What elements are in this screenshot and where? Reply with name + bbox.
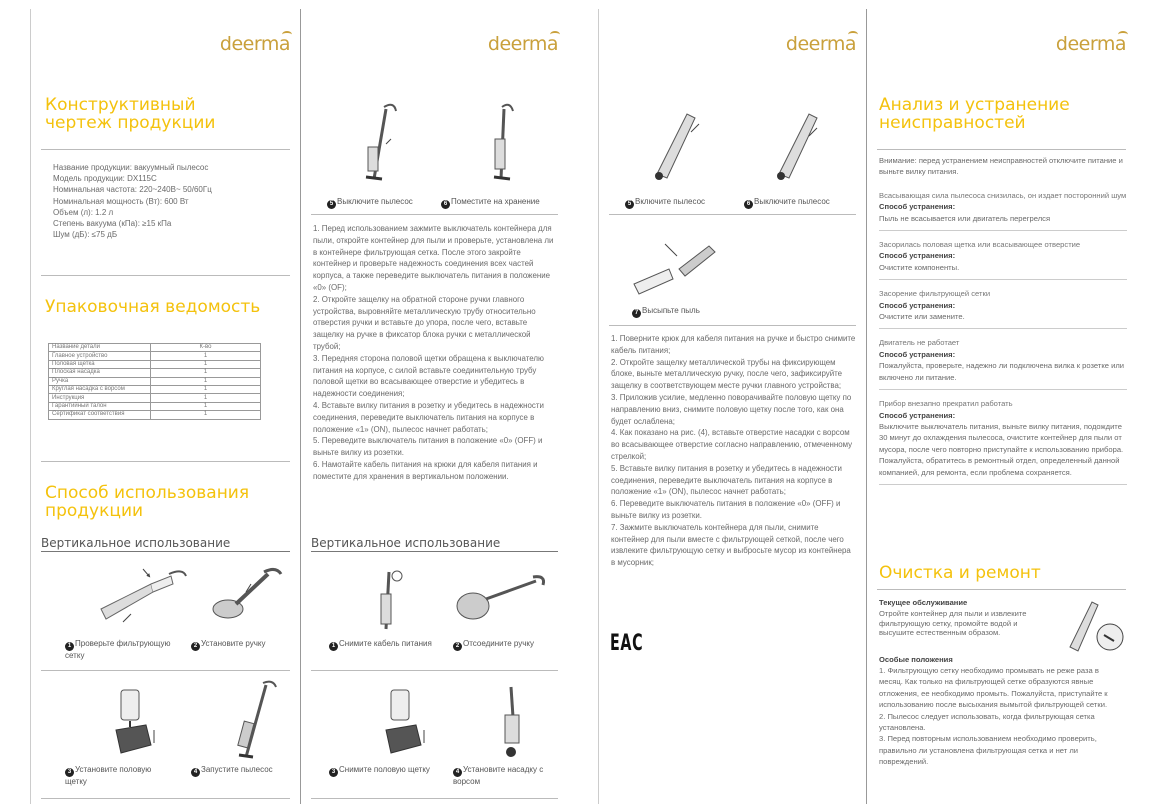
warning-note: Внимание: перед устранением неисправностей отключите питание и выньте вилку питания. (879, 156, 1123, 177)
page-panel-3 (598, 9, 866, 804)
page-panel-2 (300, 9, 568, 804)
step-text: Снимите кабель питания (339, 639, 432, 648)
attach-brush-nozzle-illustration (491, 677, 531, 762)
table-cell: Круглая насадка с ворсом (49, 385, 151, 393)
step-number-badge: 4 (453, 768, 462, 777)
brand-logo: deerma (1055, 33, 1126, 55)
table-header-row (49, 344, 261, 352)
divider (41, 798, 290, 799)
table-cell: 1 (151, 377, 261, 385)
usage-title: Способ использования продукции (45, 483, 250, 521)
spec-line: Объем (л): 1.2 л (53, 207, 114, 217)
page-panel-1 (30, 9, 300, 804)
handle-attach-illustration (206, 564, 286, 629)
table-header: Название детали (49, 344, 151, 352)
table-cell: Половая щетка (49, 360, 151, 368)
detach-handle-illustration (451, 571, 551, 631)
spec-line: Номинальная мощность (Вт): 600 Вт (53, 196, 189, 206)
step-number-badge: 1 (329, 642, 338, 651)
issue-problem: Засорение фильтрующей сетки (879, 289, 991, 299)
handheld-on-illustration (647, 104, 707, 184)
table-cell: 1 (151, 385, 261, 393)
table-cell: Сертификат соответствия (49, 411, 151, 419)
special-provisions-text: 1. Фильтрующую сетку необходимо промывать не реже раза в месяц. Как только на фильтрующей сетке образуются явные отложения, ее необходимо промыть. Пожалуйста, приступайте к использованию после высыхания вымытой фильтрующей сетки. 2. Пылесос следует использовать, когда фильтрующая сетка установлена. 3. Перед повторным использованием необходимо проверить, правильно ли установлена фильтрующая сетка и нет ли повреждений. (879, 666, 1108, 767)
brand-logo: deerma (487, 33, 558, 55)
issue-solution: Очистите компоненты. (879, 262, 960, 272)
divider (311, 214, 558, 215)
floor-brush-illustration (106, 685, 166, 760)
step-caption-4b (453, 765, 563, 787)
step-caption-3b (329, 765, 449, 777)
troubleshoot-title: Анализ и устранение неисправностей (879, 95, 1070, 133)
table-row (49, 369, 261, 377)
filter-cleaning-illustration (1062, 597, 1127, 657)
step-number-badge: 2 (191, 642, 200, 651)
spec-list (53, 162, 293, 240)
divider (311, 551, 558, 552)
step-caption-7c (632, 306, 742, 318)
empty-dust-illustration (629, 234, 719, 299)
step-text: Установите насадку с ворсом (453, 765, 544, 786)
table-cell: 1 (151, 360, 261, 368)
divider (311, 798, 558, 799)
step-text: Поместите на хранение (451, 197, 540, 206)
divider (41, 551, 290, 552)
vacuum-start-illustration (221, 677, 281, 762)
divider (311, 670, 558, 671)
step-text: Установите ручку (201, 639, 266, 648)
step-text: Снимите половую щетку (339, 765, 430, 774)
table-row (49, 394, 261, 402)
step-number-badge: 5 (625, 200, 634, 209)
usage-instructions: 1. Перед использованием зажмите выключатель контейнера для пыли, откройте контейнер для пыли и проверьте, установлена ли в контейнере фильтрующая сетка. После этого закройте контейнер и проверьте надежность соединения всех частей корпуса, а также переведите выключатель питания в положение «0» (OF); 2. Откройте защелку на обратной стороне ручки главного устройства, выровняйте металлическую трубу относительно отверстия ручки и вставьте до упора, после чего, вставьте защелку на ручке в фиксатор блока ручки с металлической трубой; 3. Передняя сторона половой щетки обращена к выключателю питания на корпусе, с силой вставьте соединительную трубу половой щетки во всасывающее отверстие и убедитесь в надежности соединения; 4. Вставьте вилку питания в розетку и убедитесь в надежности соединения, переведите выключатель питания на корпусе в положение «1» (ON), пылесос начнет работать; 5. Переведите выключатель питания в положение «0» (OFF) и выньте вилку из розетки. 6. Намотайте кабель питания на крюки для кабеля питания и поместите для хранения в вертикальном положении. (313, 224, 554, 481)
table-cell: 1 (151, 411, 261, 419)
vertical-use-heading: Вертикальное использование (311, 536, 501, 550)
divider (41, 275, 290, 276)
issue-solution-heading: Способ устранения: (879, 300, 956, 310)
step-number-badge: 5 (327, 200, 336, 209)
cleaning-title: Очистка и ремонт (879, 563, 1041, 583)
design-title: Конструктивный чертеж продукции (45, 95, 216, 133)
issue-solution-heading: Способ устранения: (879, 202, 956, 212)
vacuum-storage-illustration (486, 99, 526, 184)
eac-mark: EAC (610, 631, 644, 656)
issue-item (879, 190, 1127, 231)
table-row (49, 411, 261, 419)
step-text: Высыпьте пыль (642, 306, 700, 315)
step-text: Включите пылесос (635, 197, 706, 206)
table-row (49, 377, 261, 385)
issue-solution: Пожалуйста, проверьте, надежно ли подключена вилка к розетке или включено ли питание. (879, 361, 1125, 382)
step-caption-1b (329, 639, 449, 651)
issue-solution-heading: Способ устранения: (879, 349, 956, 359)
step-caption-5c (625, 197, 745, 209)
current-maintenance-text: Отройте контейнер для пыли и извлеките фильтрующую сетку, промойте водой и высушите естественным образом. (879, 609, 1027, 637)
step-caption-2b (453, 639, 563, 651)
current-maintenance-heading: Текущее обслуживание (879, 598, 968, 607)
vacuum-filter-illustration (91, 564, 191, 629)
table-row (49, 402, 261, 410)
step-caption-4 (191, 765, 301, 777)
table-row (49, 360, 261, 368)
divider (41, 149, 290, 150)
divider (877, 149, 1126, 150)
issue-problem: Всасывающая сила пылесоса снизилась, он издает посторонний шум (879, 190, 1127, 200)
spec-line: Степень вакуума (кПа): ≥15 кПа (53, 219, 172, 229)
step-number-badge: 6 (744, 200, 753, 209)
page-panel-4 (866, 9, 1136, 804)
issue-item (879, 288, 1127, 329)
brand-logo: deerma (785, 33, 856, 55)
vacuum-off-illustration (356, 99, 406, 184)
step-number-badge: 1 (65, 642, 74, 651)
spec-line: Шум (дБ): ≤75 дБ (53, 230, 118, 240)
table-cell: 1 (151, 352, 261, 360)
step-number-badge: 3 (329, 768, 338, 777)
table-cell: 1 (151, 394, 261, 402)
table-cell: Плоская насадка (49, 369, 151, 377)
handheld-off-illustration (769, 104, 829, 184)
remove-cable-illustration (371, 564, 411, 634)
issue-solution: Выключите выключатель питания, выньте вилку питания, подождите 30 минут до охлаждения пылесоса, очистите контейнер для пыли от мусора, после чего повторно приступайте к использованию прибора. Пожалуйста, обратитесь в ремонтный отдел, определенный данной компанией, для ремонта, если проблема сохраняется. (879, 421, 1124, 477)
issue-problem: Прибор внезапно прекратил работать (879, 399, 1013, 409)
spec-line: Название продукции: вакуумный пылесос (53, 163, 209, 172)
spec-line: Номинальная частота: 220~240В~ 50/60Гц (53, 185, 212, 195)
step-number-badge: 6 (441, 200, 450, 209)
divider (609, 214, 856, 215)
remove-brush-illustration (376, 685, 436, 760)
table-cell: Гарантийный талон (49, 402, 151, 410)
step-caption-5 (327, 197, 447, 209)
table-cell: 1 (151, 402, 261, 410)
step-text: Выключите пылесос (337, 197, 413, 206)
table-cell: Инструкция (49, 394, 151, 402)
step-caption-3 (65, 765, 175, 787)
step-caption-6c (744, 197, 864, 209)
issue-item (879, 398, 1127, 485)
step-text: Отсоедините ручку (463, 639, 534, 648)
step-text: Запустите пылесос (201, 765, 273, 774)
step-number-badge: 7 (632, 309, 641, 318)
handheld-instructions: 1. Поверните крюк для кабеля питания на ручке и быстро снимите кабель питания; 2. Откройте защелку металлической трубы на фиксирующем блоке, выньте металлическую ручку, после чего, зафиксируйте защелку в соответствующем месте ручки главного устройства; 3. Приложив усилие, медленно поворачивайте половую щетку по направлению вниз, снимите половую щетку после того, как она будет ослаблена; 4. Как показано на рис. (4), вставьте отверстие насадки с ворсом во всасывающее отверстие согласно направлению, отмеченному стрелкой; 5. Вставьте вилку питания в розетку и убедитесь в надежности соединения, переведите выключатель питания на корпусе в положение «1» (ON), пылесос начнет работать; 6. Переведите выключатель питания в положение «0» (OFF) и выньте вилку из розетки. 7. Зажмите выключатель контейнера для пыли, снимите контейнер для пыли вместе с фильтрующей сеткой, после чего извлеките фильтрующую сетку и выбросьте мусор из контейнера в мусорник; (611, 334, 856, 568)
step-text: Проверьте фильтрующую сетку (65, 639, 171, 660)
step-caption-6 (441, 197, 566, 209)
issue-solution-heading: Способ устранения: (879, 410, 956, 420)
vertical-use-heading: Вертикальное использование (41, 536, 231, 550)
special-provisions-heading: Особые положения (879, 655, 953, 664)
issue-solution-heading: Способ устранения: (879, 251, 956, 261)
step-text: Выключите пылесос (754, 197, 830, 206)
divider (41, 670, 290, 671)
issue-problem: Двигатель не работает (879, 338, 960, 348)
troubleshoot-list (879, 155, 1127, 493)
step-caption-2 (191, 639, 301, 651)
brand-logo: deerma (219, 33, 290, 55)
divider (609, 325, 856, 326)
issue-item (879, 239, 1127, 280)
divider (877, 589, 1126, 590)
table-cell: Главное устройство (49, 352, 151, 360)
table-cell: Ручка (49, 377, 151, 385)
issue-solution: Очистите или замените. (879, 312, 965, 322)
step-number-badge: 3 (65, 768, 74, 777)
step-caption-1 (65, 639, 185, 661)
table-cell: 1 (151, 369, 261, 377)
packing-title: Упаковочная ведомость (45, 297, 261, 317)
table-header: К-во (151, 344, 261, 352)
issue-solution: Пыль не всасывается или двигатель перегрелся (879, 213, 1051, 223)
issue-item (879, 337, 1127, 390)
divider (41, 461, 290, 462)
table-row (49, 385, 261, 393)
step-text: Установите половую щетку (65, 765, 152, 786)
packing-table (48, 343, 261, 420)
table-row (49, 352, 261, 360)
spec-line: Модель продукции: DX115C (53, 174, 157, 184)
step-number-badge: 4 (191, 768, 200, 777)
step-number-badge: 2 (453, 642, 462, 651)
issue-problem: Засорилась половая щетка или всасывающее отверстие (879, 240, 1081, 250)
